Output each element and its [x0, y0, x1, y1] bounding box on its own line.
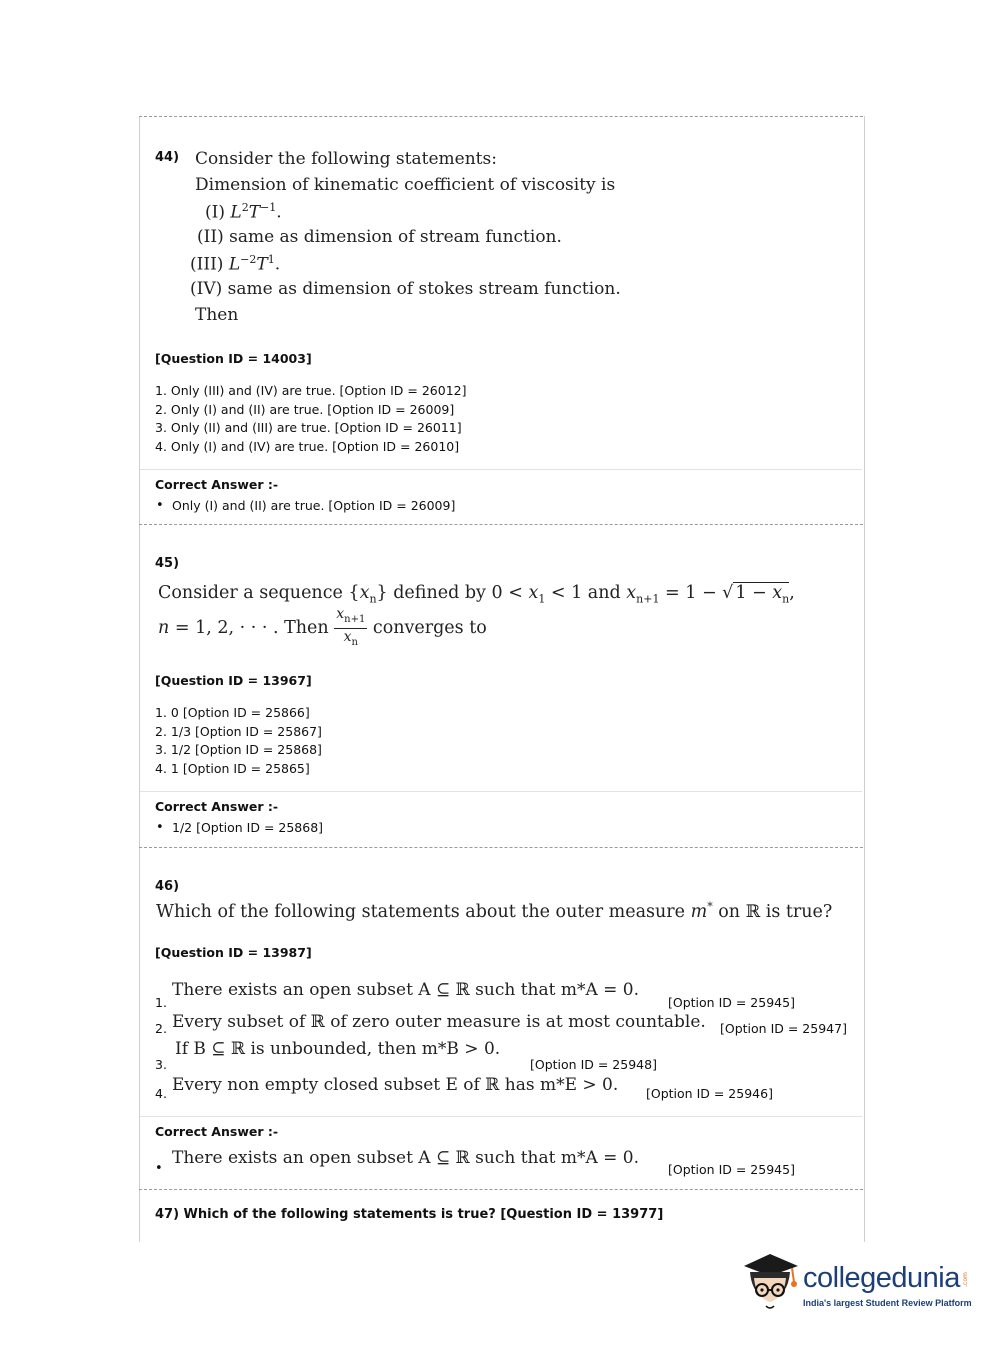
correct-answer-label: Correct Answer :- [155, 477, 279, 492]
symbol-x: x [772, 583, 783, 603]
text: Which of the following statements about the outer measure [156, 901, 691, 922]
option-number: 2. [155, 1021, 167, 1036]
option-math: Every subset of ℝ of zero outer measure is at most countable. [172, 1012, 706, 1032]
question-text-line [158, 606, 487, 651]
correct-answer: 1/2 [Option ID = 25868] [172, 820, 324, 835]
question-id: [Question ID = 13987] [155, 945, 312, 960]
symbol-x: x [336, 606, 345, 622]
subscript: n [369, 592, 377, 606]
subscript: n+1 [636, 592, 660, 606]
option-item: 1. 0 [Option ID = 25866] [155, 705, 310, 720]
subscript: n [351, 636, 358, 648]
question-id: [Question ID = 14003] [155, 351, 312, 366]
text: } defined by 0 < [376, 583, 529, 603]
sqrt-radicand [733, 582, 790, 606]
subscript: 1 [538, 592, 546, 606]
statement-label: (I) [205, 202, 225, 223]
symbol-n: n [158, 617, 170, 638]
option-item: 2. 1/3 [Option ID = 25867] [155, 724, 322, 739]
text: on ℝ is true? [712, 901, 833, 922]
bullet: • [156, 498, 164, 513]
correct-answer-label: Correct Answer :- [155, 799, 279, 814]
option-number: 1. [155, 995, 167, 1010]
question-text-line: Then [195, 305, 239, 325]
option-id: [Option ID = 25946] [646, 1086, 773, 1101]
symbol-x: x [626, 583, 637, 603]
option-math: If B ⊆ ℝ is unbounded, then m*B > 0. [175, 1039, 501, 1059]
option-math: There exists an open subset A ⊆ ℝ such that m*A = 0. [172, 980, 640, 1000]
exponent: 2 [241, 201, 249, 214]
symbol-l: L [228, 254, 241, 275]
exponent: −1 [260, 201, 277, 214]
statement-label: (III) [190, 254, 224, 275]
text: , [789, 583, 795, 603]
symbol-m: m [690, 901, 708, 922]
period: . [274, 254, 281, 275]
question-number: 46) [155, 879, 180, 894]
question-number: 45) [155, 556, 180, 571]
question-text-line: Consider the following statements: [195, 149, 497, 169]
symbol-l: L [230, 202, 242, 223]
question-number: 44) [155, 150, 180, 165]
text: converges to [367, 617, 487, 638]
text: < 1 and [545, 583, 627, 603]
brand-logo-com: .com [961, 1272, 969, 1287]
exponent: −2 [240, 253, 257, 266]
exponent: 1 [267, 253, 275, 266]
option-number: 4. [155, 1086, 167, 1101]
fraction-numerator [334, 606, 367, 629]
option-id: [Option ID = 25945] [668, 995, 795, 1010]
bullet: • [155, 1161, 163, 1176]
divider [140, 791, 862, 792]
text: = 1, 2, · · · . Then [169, 617, 335, 638]
correct-answer-label: Correct Answer :- [155, 1124, 279, 1139]
question-id: [Question ID = 13967] [155, 673, 312, 688]
divider [139, 847, 863, 848]
correct-answer-id: [Option ID = 25945] [668, 1162, 795, 1177]
correct-answer: Only (I) and (II) are true. [Option ID = 26009] [172, 498, 456, 513]
question-47: 47) Which of the following statements is true? [Question ID = 13977] [155, 1207, 664, 1222]
symbol-x: x [359, 583, 370, 603]
superscript: * [707, 900, 713, 913]
divider [139, 116, 863, 117]
option-item: 4. 1 [Option ID = 25865] [155, 761, 310, 776]
option-item: 1. Only (III) and (IV) are true. [Option ID = 26012] [155, 383, 467, 398]
period: . [276, 202, 282, 223]
statement-ii: (II) same as dimension of stream function. [197, 227, 562, 247]
question-text-line: Dimension of kinematic coefficient of viscosity is [195, 175, 616, 195]
divider [139, 524, 863, 525]
option-item: 4. Only (I) and (IV) are true. [Option ID = 26010] [155, 439, 460, 454]
statement-iii [190, 253, 280, 275]
option-item: 3. Only (II) and (III) are true. [Option ID = 26011] [155, 420, 462, 435]
divider [140, 469, 862, 470]
option-number: 3. [155, 1057, 167, 1072]
divider [139, 1189, 863, 1190]
option-id: [Option ID = 25948] [530, 1057, 657, 1072]
statement-i [205, 201, 282, 223]
text: Consider a sequence { [158, 583, 360, 603]
option-id: [Option ID = 25947] [720, 1021, 847, 1036]
question-text-line [158, 583, 795, 606]
symbol-t: T [256, 254, 268, 275]
fraction-denominator [334, 629, 367, 651]
option-item: 3. 1/2 [Option ID = 25868] [155, 742, 322, 757]
symbol-t: T [248, 202, 261, 223]
mascot-icon [740, 1248, 802, 1316]
question-text-line [156, 900, 832, 922]
symbol-x: x [343, 628, 352, 645]
brand-tagline: India's largest Student Review Platform [803, 1298, 972, 1308]
text: 1 − [735, 583, 773, 603]
subscript: n [782, 592, 790, 606]
bullet: • [156, 820, 164, 835]
subscript: n+1 [344, 613, 366, 625]
option-math: Every non empty closed subset E of ℝ has m*E > 0. [172, 1075, 619, 1095]
fraction [334, 606, 367, 651]
option-item: 2. Only (I) and (II) are true. [Option ID = 26009] [155, 402, 455, 417]
correct-answer-math: There exists an open subset A ⊆ ℝ such that m*A = 0. [172, 1148, 640, 1168]
brand-logo-text: collegedunia [803, 1262, 960, 1294]
divider [140, 1116, 862, 1117]
statement-iv: (IV) same as dimension of stokes stream function. [190, 279, 621, 299]
symbol-x: x [528, 583, 539, 603]
text: = 1 − √ [659, 583, 734, 603]
